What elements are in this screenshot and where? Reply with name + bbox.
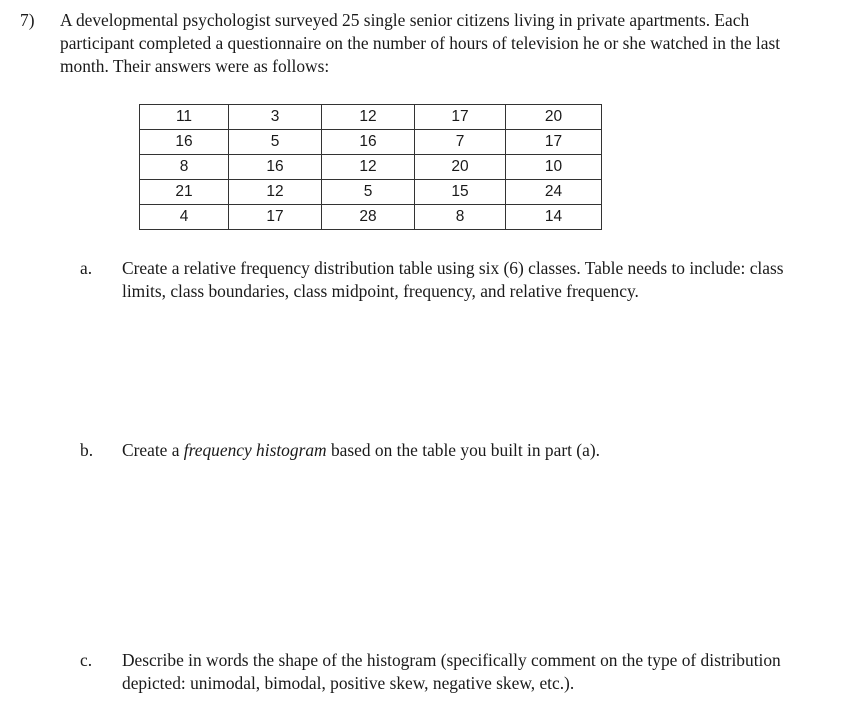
table-cell: 20 xyxy=(415,155,506,180)
table-cell: 17 xyxy=(229,205,322,230)
part-a-label: a. xyxy=(80,258,93,278)
table-row xyxy=(140,155,602,180)
hours-data-table xyxy=(139,104,602,230)
part-b-emphasis: frequency histogram xyxy=(183,440,327,460)
table-cell: 11 xyxy=(140,105,229,130)
table-row xyxy=(140,105,602,130)
table-cell: 12 xyxy=(229,180,322,205)
table-cell: 14 xyxy=(506,205,602,230)
table-cell: 16 xyxy=(229,155,322,180)
table-cell: 12 xyxy=(322,155,415,180)
table-cell: 16 xyxy=(322,130,415,155)
table-cell: 5 xyxy=(229,130,322,155)
table-cell: 15 xyxy=(415,180,506,205)
part-b-text xyxy=(122,439,802,462)
table-cell: 17 xyxy=(415,105,506,130)
table-cell: 20 xyxy=(506,105,602,130)
part-b-text-after: based on the table you built in part (a). xyxy=(326,440,600,460)
table-cell: 12 xyxy=(322,105,415,130)
table-cell: 3 xyxy=(229,105,322,130)
question-number: 7) xyxy=(20,10,35,30)
part-c-text: Describe in words the shape of the histogram (specifically comment on the type of distribution depicted: unimodal, bimodal, positive skew, negative skew, etc.). xyxy=(122,650,781,693)
table-cell: 5 xyxy=(322,180,415,205)
table-row xyxy=(140,205,602,230)
table-row xyxy=(140,180,602,205)
table-cell: 28 xyxy=(322,205,415,230)
table-cell: 7 xyxy=(415,130,506,155)
part-b-label: b. xyxy=(80,440,94,460)
table-cell: 21 xyxy=(140,180,229,205)
part-b-text-before: Create a xyxy=(122,440,184,460)
table-cell: 24 xyxy=(506,180,602,205)
part-a-text: Create a relative frequency distribution table using six (6) classes. Table needs to include: class limits, class boundaries, class midpoint, frequency, and relative frequency. xyxy=(122,258,784,301)
part-c-label: c. xyxy=(80,650,93,670)
table-cell: 10 xyxy=(506,155,602,180)
question-intro: A developmental psychologist surveyed 25 single senior citizens living in private apartments. Each participant completed a questionnaire on the number of hours of television he or she watched in the last month. Their answers were as follows: xyxy=(60,10,781,76)
table-cell: 17 xyxy=(506,130,602,155)
table-cell: 8 xyxy=(140,155,229,180)
table-row xyxy=(140,130,602,155)
table-cell: 4 xyxy=(140,205,229,230)
table-cell: 16 xyxy=(140,130,229,155)
table-cell: 8 xyxy=(415,205,506,230)
